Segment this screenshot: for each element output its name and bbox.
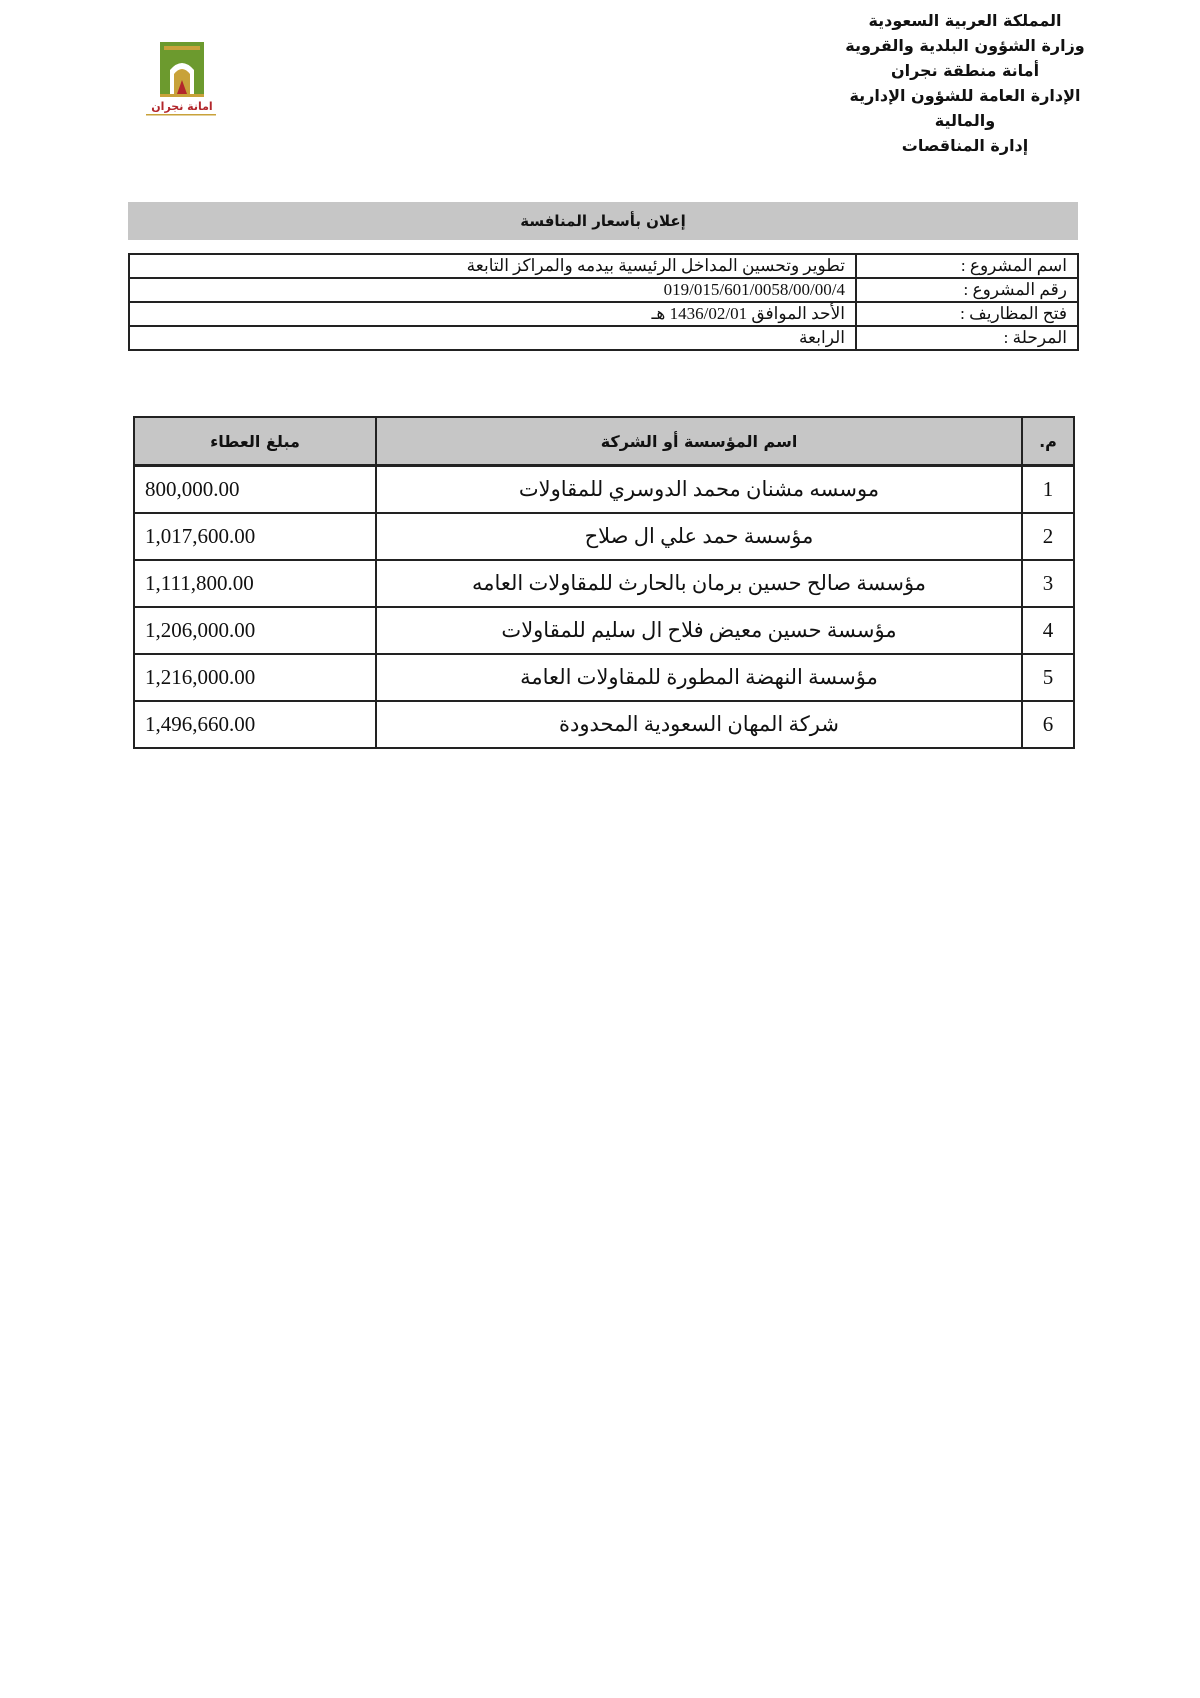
table-row xyxy=(134,466,1074,514)
company-name: موسسه مشنان محمد الدوسري للمقاولات xyxy=(376,466,1022,514)
row-number: 6 xyxy=(1022,701,1074,748)
project-info-row xyxy=(129,254,1078,278)
bid-amount: 1,496,660.00 xyxy=(134,701,376,748)
project-name-value: تطوير وتحسين المداخل الرئيسية بيدمه والمراكز التابعة xyxy=(129,254,856,278)
header-line-1: المملكة العربية السعودية xyxy=(868,11,1062,30)
project-number-label: رقم المشروع : xyxy=(856,278,1078,302)
row-number: 2 xyxy=(1022,513,1074,560)
project-info-row xyxy=(129,326,1078,350)
header-line-4: الإدارة العامة للشؤون الإدارية xyxy=(849,86,1081,105)
row-number: 3 xyxy=(1022,560,1074,607)
project-info-row xyxy=(129,278,1078,302)
najran-municipality-logo xyxy=(140,40,220,120)
bids-table xyxy=(133,416,1075,749)
company-name: مؤسسة حسين معيض فلاح ال سليم للمقاولات xyxy=(376,607,1022,654)
header-line-6: إدارة المناقصات xyxy=(901,136,1029,155)
header-line-5: والمالية xyxy=(934,111,996,130)
stage-value: الرابعة xyxy=(129,326,856,350)
company-name: مؤسسة النهضة المطورة للمقاولات العامة xyxy=(376,654,1022,701)
table-row xyxy=(134,513,1074,560)
project-info-row xyxy=(129,302,1078,326)
header-number: م. xyxy=(1022,417,1074,466)
bid-amount: 1,111,800.00 xyxy=(134,560,376,607)
project-number-value: 019/015/601/0058/00/00/4 xyxy=(129,278,856,302)
table-row xyxy=(134,654,1074,701)
company-name: مؤسسة صالح حسين برمان بالحارث للمقاولات العامه xyxy=(376,560,1022,607)
table-row xyxy=(134,701,1074,748)
bid-amount: 1,017,600.00 xyxy=(134,513,376,560)
announcement-title-bar xyxy=(128,202,1078,240)
bid-amount: 800,000.00 xyxy=(134,466,376,514)
stage-label: المرحلة : xyxy=(856,326,1078,350)
bid-amount: 1,206,000.00 xyxy=(134,607,376,654)
row-number: 1 xyxy=(1022,466,1074,514)
header-company-name: اسم المؤسسة أو الشركة xyxy=(376,417,1022,466)
ministry-header xyxy=(770,8,1160,158)
header-bid-amount: مبلغ العطاء xyxy=(134,417,376,466)
row-number: 4 xyxy=(1022,607,1074,654)
bids-header-row xyxy=(134,417,1074,466)
envelope-opening-label: فتح المظاريف : xyxy=(856,302,1078,326)
bid-amount: 1,216,000.00 xyxy=(134,654,376,701)
project-name-label: اسم المشروع : xyxy=(856,254,1078,278)
table-row xyxy=(134,560,1074,607)
table-row xyxy=(134,607,1074,654)
announcement-title: إعلان بأسعار المنافسة xyxy=(520,212,686,230)
project-info-table xyxy=(128,253,1079,351)
company-name: شركة المهان السعودية المحدودة xyxy=(376,701,1022,748)
company-name: مؤسسة حمد علي ال صلاح xyxy=(376,513,1022,560)
header-line-3: أمانة منطقة نجران xyxy=(890,61,1040,80)
header-line-2: وزارة الشؤون البلدية والقروية xyxy=(845,36,1085,55)
logo-text: امانة نجران xyxy=(151,100,213,113)
envelope-opening-value: الأحد الموافق 1436/02/01 هـ xyxy=(129,302,856,326)
row-number: 5 xyxy=(1022,654,1074,701)
